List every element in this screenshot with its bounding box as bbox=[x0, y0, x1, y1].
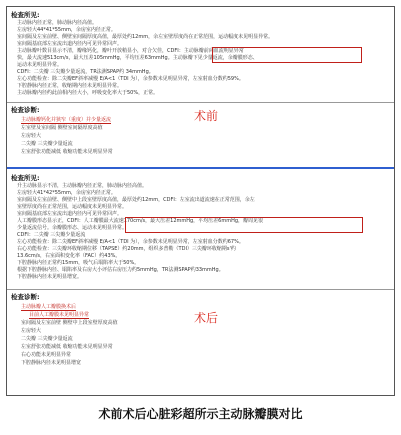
finding-line: 运动未见明显异常。 bbox=[17, 62, 63, 68]
finding-line: 左心功能检查：除二尖瓣EF斜率减慢 E/A<1（TDI 为），余参数未见明显异常，左室射血分数约67%。 bbox=[17, 239, 244, 245]
diagnosis-label-post: 检查诊断: bbox=[11, 293, 40, 301]
finding-line: 室间隔及左室前壁、侧壁中上段室壁厚度高值，最厚处约12mm，CDFI：左室流出道流速在正常范围，余左 bbox=[17, 197, 255, 203]
finding-line: 室壁厚度尚在正常范围，运动幅度未见明显异常。 bbox=[17, 204, 128, 210]
finding-line: 左房轻大44*41*55mm，余房室内径正常。 bbox=[17, 27, 116, 33]
finding-line: 左房轻大41*42*55mm，余房室内径正常。 bbox=[17, 190, 116, 196]
finding-line: 主动脉瓣叶数目显示不清，瓣缘钙化，瓣叶开放稍显小，对合欠佳，CDFI：主动脉瓣前向血流明显异常 bbox=[17, 48, 244, 54]
finding-line: CDFI：二尖瓣 三尖瓣少量返流 bbox=[17, 232, 86, 238]
highlight-box-post bbox=[125, 217, 363, 233]
finding-line: 下腔静脉内径未见明显增宽。 bbox=[17, 274, 83, 280]
diagnosis-line: 下腔静脉内径未见明显增宽 bbox=[21, 360, 82, 366]
finding-line: 左心功能检查：除二尖瓣EF斜率减慢 E/A<1（TDI 为），余参数未见明显异常，左室射血分数约59%。 bbox=[17, 76, 244, 82]
finding-line: 根据下腔静脉内径、塌陷率及右房大小评估右房压力约5mmHg，TR法测SPAP约33mmHg。 bbox=[17, 267, 224, 273]
diagnosis-line: 二尖瓣 三尖瓣少量返流 bbox=[21, 141, 73, 147]
diagnosis-line: 右心功能未见明显异常 bbox=[21, 352, 72, 358]
diagnosis-line: 左房轻大 bbox=[21, 133, 42, 139]
diagnosis-line: 室间隔及左室前壁 侧壁中上段室壁厚度高值 bbox=[21, 320, 118, 326]
finding-line: 下腔静脉内径正常，收缩期内径未见明显异常。 bbox=[17, 83, 123, 89]
findings-label-post: 检查所见: bbox=[11, 174, 40, 182]
findings-label-pre: 检查所见: bbox=[11, 11, 40, 19]
diagnosis-label-pre: 检查诊断: bbox=[11, 106, 40, 114]
finding-line: 主动脉内径正常，肺动脉内径高值。 bbox=[17, 20, 98, 26]
separator bbox=[7, 102, 394, 103]
finding-line: 室间隔基底部左室流出道内径内可见异常回声。 bbox=[17, 211, 123, 217]
tag-postop: 术后 bbox=[194, 311, 219, 325]
diagnosis-line: 左房轻大 bbox=[21, 328, 42, 334]
finding-line: 下腔静脉内径正常约15mm，吸气后塌陷率大于50%。 bbox=[17, 260, 140, 266]
finding-line: 室间隔基底部左室流出道内径内可见异常回声。 bbox=[17, 41, 123, 47]
finding-line-highlight: 人工瓣膜形态显示正，CDFI：人工瓣膜最大流速170cm/s，最大压差12mmHg，平均压差6mmHg，瓣周见很 bbox=[17, 218, 264, 224]
diagnosis-line: 左室舒张功能减低 收缩功能未见明显异常 bbox=[21, 344, 113, 350]
tag-preop: 术前 bbox=[194, 109, 219, 123]
diagnosis-line-highlight: 主动脉瓣人工瓣膜换术后 bbox=[21, 304, 77, 310]
finding-line: 13.6cm/s，右室面积变化率（FAC）约43%。 bbox=[17, 253, 121, 259]
figure-caption: 术前术后心脏彩超所示主动脉瓣膜对比 bbox=[98, 407, 303, 421]
separator bbox=[7, 289, 394, 290]
finding-line-highlight: 快，最大流速513cm/s，最大压差105mmHg，平均压差63mmHg。主动脉瓣下见少量返流，余瓣膜形态、 bbox=[17, 55, 258, 61]
highlight-box-pre bbox=[212, 47, 362, 63]
finding-line: 少量返流信号。余瓣膜形态、运动未见明显异常。 bbox=[17, 225, 128, 231]
diagnosis-line-highlight: 主动脉瓣钙化并狭窄（重度）并少量返流 bbox=[21, 117, 112, 123]
report-frame bbox=[6, 6, 395, 396]
finding-line: 升主动脉显示不清，主动脉瓣内径正常，肺动脉内径高值。 bbox=[17, 183, 148, 189]
diagnosis-line: 二尖瓣 三尖瓣少量返流 bbox=[21, 336, 73, 342]
finding-line: 右心功能检查：三尖瓣环收缩期位移（TAPSE）约20mm，组织多普勒（TDI）三尖瓣环收缩期s'约 bbox=[17, 246, 236, 252]
report-divider bbox=[7, 167, 394, 169]
diagnosis-line-highlight: 目前人工瓣膜未见明显异常 bbox=[29, 312, 90, 318]
finding-line: 室间隔及左室前壁、侧壁室间隔厚度高值，最厚处约12mm，余左室壁厚度尚在正常范围，运动幅度未见明显异常。 bbox=[17, 34, 274, 40]
diagnosis-line: 左室舒张功能减低 收缩功能未见明显异常 bbox=[21, 149, 113, 155]
finding-line: CDFI：二尖瓣 三尖瓣少量返流，TR法测SPAP约 34mmHg。 bbox=[17, 69, 154, 75]
finding-line: 主动脉瓣内径约此前相内径大小，呼吸变化率大于50%，正常。 bbox=[17, 90, 159, 96]
diagnosis-line: 左室壁及室间隔 侧壁室间隔厚度高值 bbox=[21, 125, 103, 131]
